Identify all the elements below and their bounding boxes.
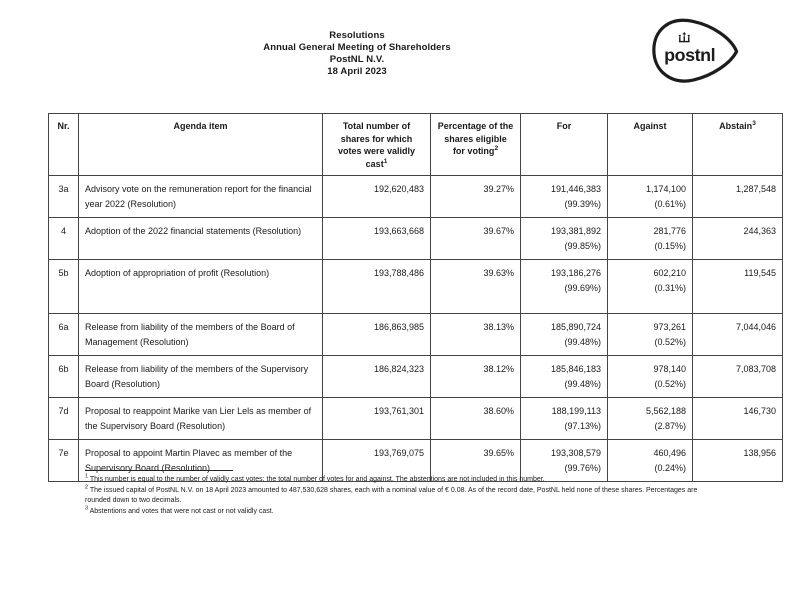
against-votes: 5,562,188 (2.87%) <box>608 398 693 440</box>
total-shares: 193,788,486 <box>323 260 431 314</box>
total-shares: 193,663,668 <box>323 218 431 260</box>
total-shares: 193,761,301 <box>323 398 431 440</box>
footnote-2: $^2$ The issued capital of PostNL N.V. on 18 April 2023 amounted to 487,530,628 shares, each with a nominal value of € 0.08. As of the record date, PostNL held none of these shares. Percentages are rounded down to two decimals. <box>85 484 698 505</box>
row-nr: 6a <box>49 314 79 356</box>
for-votes: 185,890,724 (99.48%) <box>521 314 608 356</box>
agenda-item: Proposal to reappoint Marike van Lier Lels as member of the Supervisory Board (Resolution) <box>79 398 323 440</box>
col-header-percentage: Percentage of the shares eligible for voting$^2$ <box>431 114 521 176</box>
title-line-resolutions: Resolutions <box>329 30 385 41</box>
for-votes: 188,199,113 (97.13%) <box>521 398 608 440</box>
total-shares: 186,824,323 <box>323 356 431 398</box>
footnote-3: $^3$ Abstentions and votes that were not cast or not validly cast. <box>85 505 274 515</box>
col-header-for: For <box>521 114 608 176</box>
resolutions-table <box>48 113 783 482</box>
crown-icon <box>679 32 690 41</box>
total-shares: 192,620,483 <box>323 176 431 218</box>
agenda-item: Proposal to appoint Martin Plavec as member of the Supervisory Board (Resolution) <box>79 440 323 482</box>
abstain-votes: 146,730 <box>693 398 783 440</box>
title-line-company: PostNL N.V. <box>329 54 385 65</box>
for-votes: 185,846,183 (99.48%) <box>521 356 608 398</box>
row-nr: 6b <box>49 356 79 398</box>
footnote-divider <box>85 470 233 471</box>
against-votes: 460,496 (0.24%) <box>608 440 693 482</box>
percentage-eligible: 39.67% <box>431 218 521 260</box>
table-row-6b <box>49 356 783 398</box>
against-votes: 602,210 (0.31%) <box>608 260 693 314</box>
abstain-votes: 138,956 <box>693 440 783 482</box>
against-votes: 973,261 (0.52%) <box>608 314 693 356</box>
agenda-item: Release from liability of the members of the Board of Management (Resolution) <box>79 314 323 356</box>
row-nr: 3a <box>49 176 79 218</box>
abstain-votes: 244,363 <box>693 218 783 260</box>
table-row-6a <box>49 314 783 356</box>
agenda-item: Advisory vote on the remuneration report for the financial year 2022 (Resolution) <box>79 176 323 218</box>
for-votes: 193,186,276 (99.69%) <box>521 260 608 314</box>
percentage-eligible: 39.63% <box>431 260 521 314</box>
row-nr: 7e <box>49 440 79 482</box>
document-title <box>157 30 557 78</box>
table-header-row <box>49 114 783 176</box>
col-header-total-shares: Total number of shares for which votes were validly cast$^1$ <box>323 114 431 176</box>
title-line-meeting: Annual General Meeting of Shareholders <box>263 42 451 53</box>
total-shares: 193,769,075 <box>323 440 431 482</box>
col-header-agenda-item: Agenda item <box>79 114 323 176</box>
row-nr: 5b <box>49 260 79 314</box>
agenda-item: Adoption of the 2022 financial statements (Resolution) <box>79 218 323 260</box>
footnotes <box>85 470 715 517</box>
col-header-nr: Nr. <box>49 114 79 176</box>
table-row-7d <box>49 398 783 440</box>
abstain-votes: 7,083,708 <box>693 356 783 398</box>
percentage-eligible: 38.13% <box>431 314 521 356</box>
title-line-date: 18 April 2023 <box>327 66 387 77</box>
table-row-5b <box>49 260 783 314</box>
for-votes: 193,381,892 (99.85%) <box>521 218 608 260</box>
for-votes: 193,308,579 (99.76%) <box>521 440 608 482</box>
against-votes: 978,140 (0.52%) <box>608 356 693 398</box>
col-header-against: Against <box>608 114 693 176</box>
row-nr: 4 <box>49 218 79 260</box>
against-votes: 281,776 (0.15%) <box>608 218 693 260</box>
abstain-votes: 7,044,046 <box>693 314 783 356</box>
footnote-1: $^1$ This number is equal to the number of validly cast votes: the total number of votes for and against. The abstentions are not included in this number. <box>85 473 545 483</box>
percentage-eligible: 38.60% <box>431 398 521 440</box>
table-row-3a <box>49 176 783 218</box>
percentage-eligible: 39.27% <box>431 176 521 218</box>
for-votes: 191,446,383 (99.39%) <box>521 176 608 218</box>
col-header-abstain: Abstain$^3$ <box>693 114 783 176</box>
postnl-logo-icon <box>647 17 743 85</box>
against-votes: 1,174,100 (0.61%) <box>608 176 693 218</box>
percentage-eligible: 38.12% <box>431 356 521 398</box>
postnl-logo <box>647 17 743 85</box>
row-nr: 7d <box>49 398 79 440</box>
abstain-votes: 119,545 <box>693 260 783 314</box>
total-shares: 186,863,985 <box>323 314 431 356</box>
percentage-eligible: 39.65% <box>431 440 521 482</box>
table-row-4 <box>49 218 783 260</box>
svg-text:postnl: postnl <box>664 44 716 65</box>
agenda-item: Adoption of appropriation of profit (Resolution) <box>79 260 323 314</box>
agenda-item: Release from liability of the members of the Supervisory Board (Resolution) <box>79 356 323 398</box>
abstain-votes: 1,287,548 <box>693 176 783 218</box>
